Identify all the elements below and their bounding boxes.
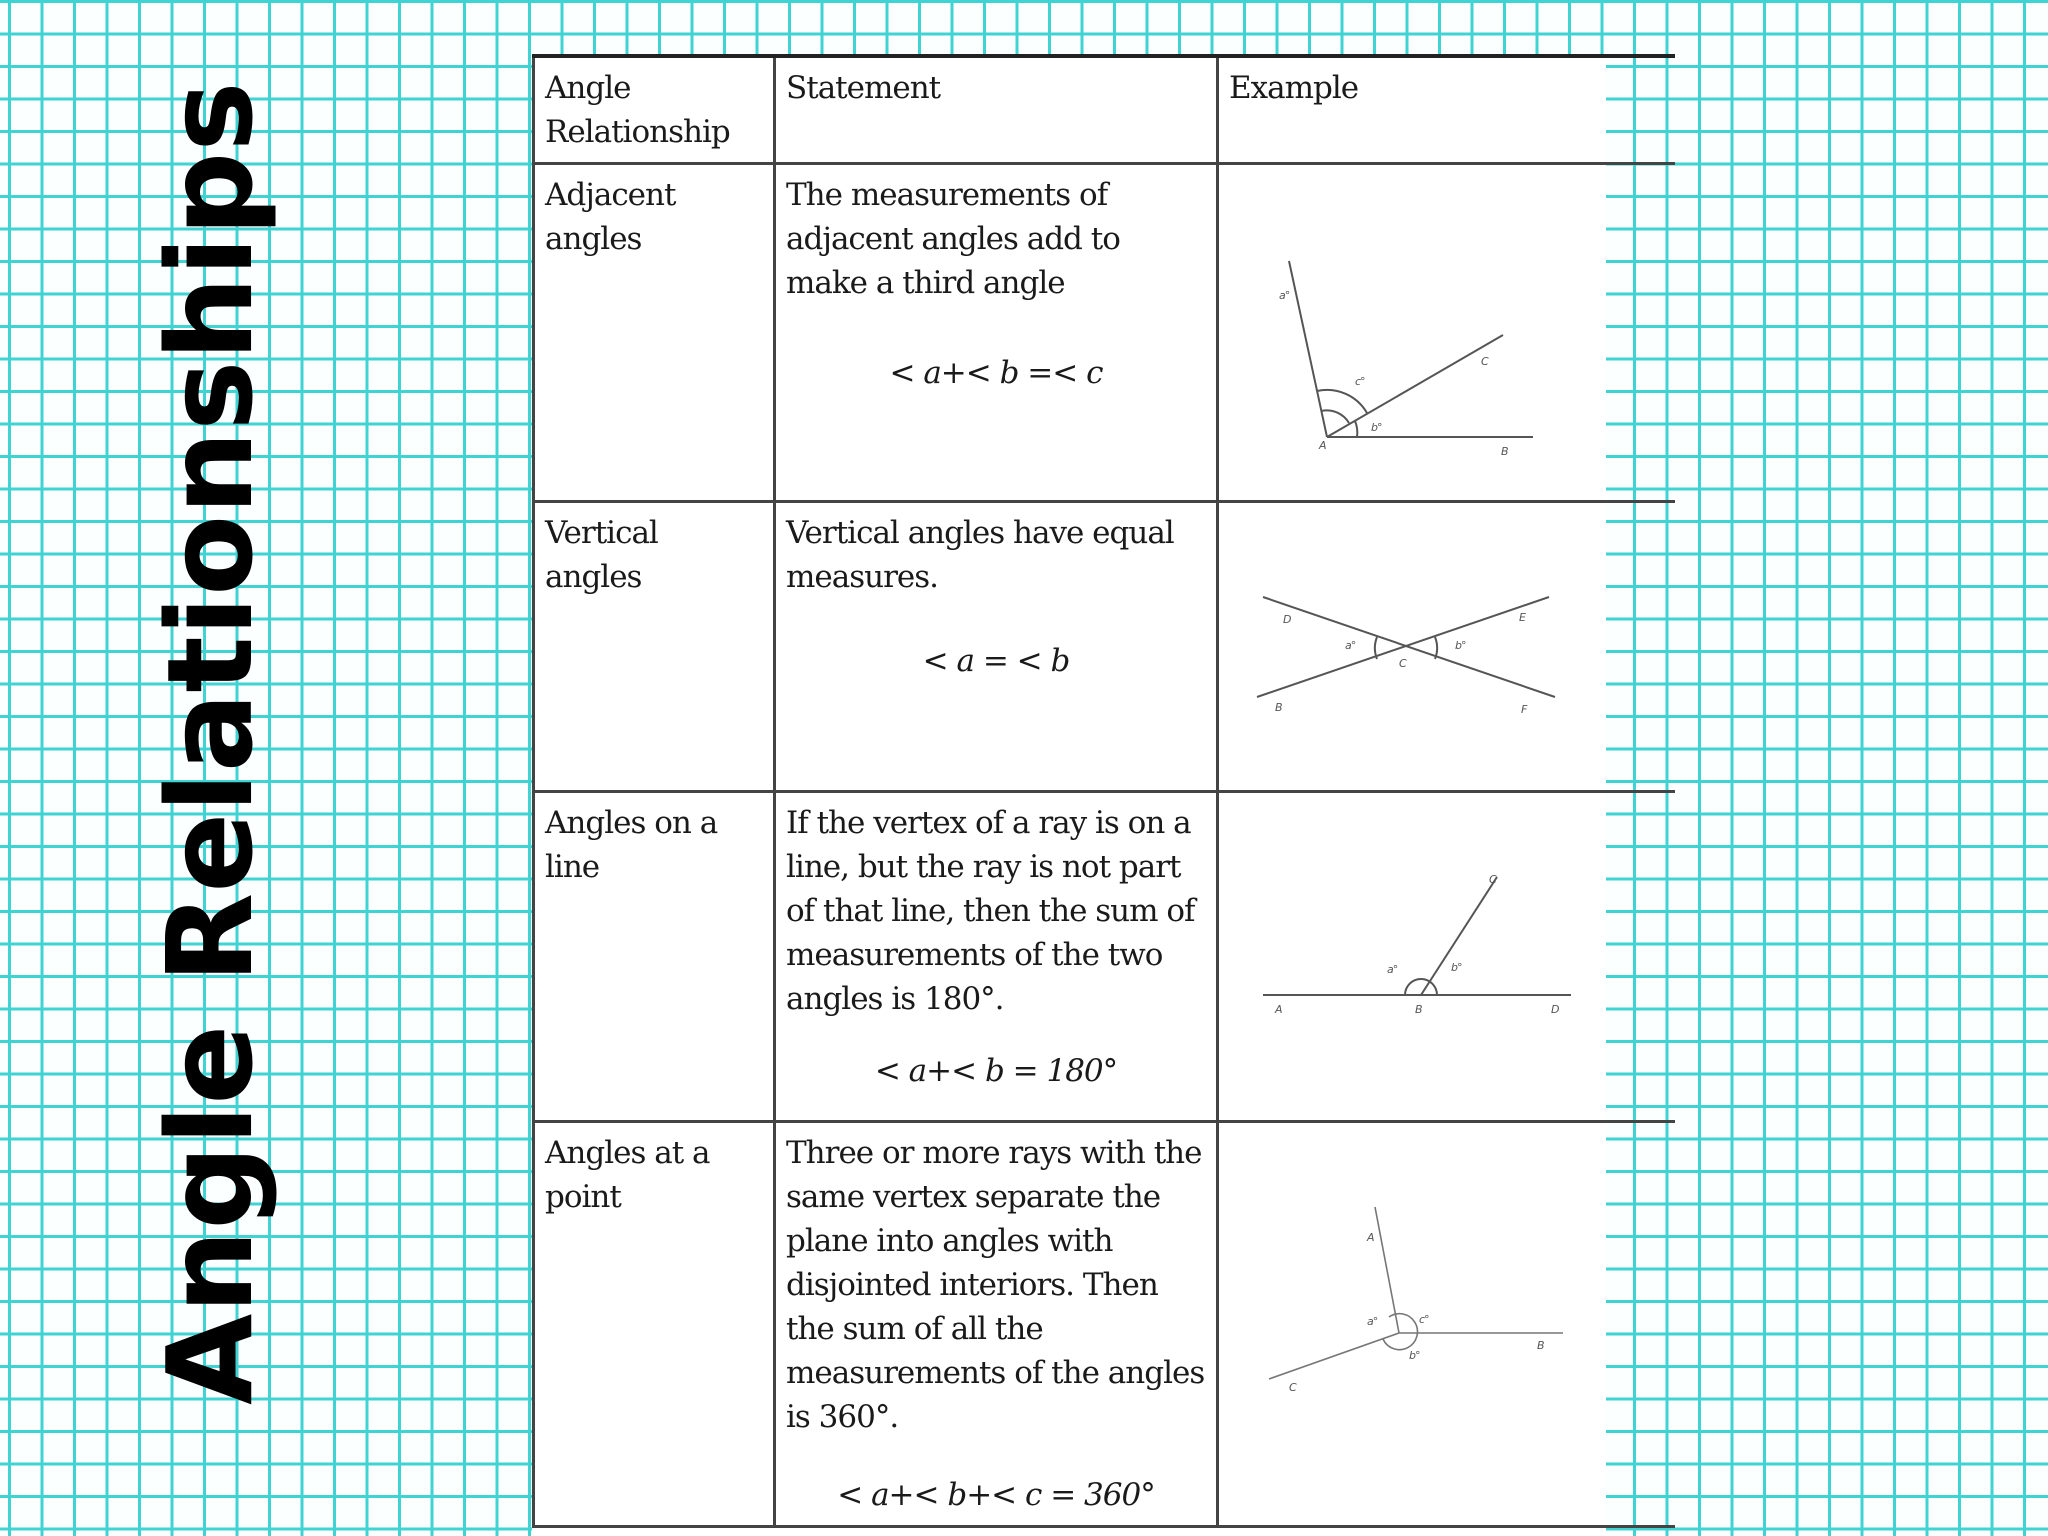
page-title: Angle Relationships [141, 81, 279, 1405]
table-header-row [534, 56, 1676, 164]
header-statement: Statement [775, 56, 1218, 164]
angles-at-point-diagram [1219, 1123, 1655, 1521]
label-point-a: A [1275, 1003, 1282, 1016]
angle-table-sheet [532, 54, 1606, 1536]
label-a-deg: a° [1387, 963, 1398, 976]
table-row [534, 1122, 1676, 1527]
label-point-b: B [1275, 701, 1282, 714]
line-d-f [1263, 597, 1555, 697]
label-point-b: B [1501, 445, 1508, 458]
label-c-deg: c° [1419, 1313, 1429, 1326]
example-cell [1218, 792, 1676, 1122]
adjacent-angles-diagram [1219, 165, 1655, 503]
statement-cell [775, 792, 1218, 1122]
label-b-deg: b° [1455, 639, 1466, 652]
angle-arc-b [1355, 421, 1357, 437]
statement-text: Vertical angles have equal measures. [786, 515, 1174, 595]
ray-c [1327, 335, 1503, 437]
label-point-d: D [1283, 613, 1291, 626]
example-cell [1218, 164, 1676, 502]
statement-text: The measurements of adjacent angles add to make a third angle [786, 177, 1120, 301]
relationship-cell: Angles at a point [534, 1122, 775, 1527]
ray-c [1421, 877, 1497, 995]
statement-text: If the vertex of a ray is on a line, but the ray is not part of that line, then the sum of measurements of the two angles is 180°. [786, 805, 1195, 1017]
statement-text: Three or more rays with the same vertex separate the plane into angles with disjointed interiors. Then the sum of all the measurements of the angles is 360°. [786, 1135, 1205, 1435]
label-point-c: C [1289, 1381, 1296, 1394]
label-b-deg: b° [1409, 1349, 1420, 1362]
statement-cell [775, 502, 1218, 792]
label-point-c: C [1399, 657, 1406, 670]
equation-text: < a+< b = 180° [874, 1053, 1118, 1089]
relationship-cell: Vertical angles [534, 502, 775, 792]
statement-cell [775, 164, 1218, 502]
label-point-a: A [1367, 1231, 1374, 1244]
angles-on-line-diagram [1219, 793, 1655, 1123]
label-point-c: C [1489, 873, 1496, 886]
example-cell [1218, 502, 1676, 792]
relationship-cell: Adjacent angles [534, 164, 775, 502]
label-point-a: A [1319, 439, 1326, 452]
angle-arc-inner [1321, 410, 1349, 423]
label-b-deg: b° [1451, 961, 1462, 974]
statement-cell [775, 1122, 1218, 1527]
label-point-f: F [1521, 703, 1527, 716]
label-a-deg: a° [1367, 1315, 1378, 1328]
label-point-c: C [1481, 355, 1488, 368]
angle-arc-a [1375, 637, 1377, 659]
header-angle-relationship: Angle Relationship [534, 56, 775, 164]
example-cell [1218, 1122, 1676, 1527]
label-a-deg: a° [1279, 289, 1290, 302]
angle-arc [1383, 1314, 1417, 1350]
label-c-deg: c° [1355, 375, 1365, 388]
label-b-deg: b° [1371, 421, 1382, 434]
vertical-angles-diagram [1219, 503, 1655, 793]
equation-text: < a = < b [922, 643, 1070, 679]
angle-relationships-table [532, 54, 1675, 1528]
equation-text: < a+< b =< c [889, 355, 1103, 391]
table-row [534, 164, 1676, 502]
angle-arc-b [1435, 637, 1437, 659]
label-a-deg: a° [1345, 639, 1356, 652]
header-example: Example [1218, 56, 1676, 164]
table-row [534, 502, 1676, 792]
label-point-b: B [1415, 1003, 1422, 1016]
label-point-d: D [1551, 1003, 1559, 1016]
relationship-cell: Angles on a line [534, 792, 775, 1122]
table-row [534, 792, 1676, 1122]
label-point-e: E [1519, 611, 1525, 624]
label-point-b: B [1537, 1339, 1544, 1352]
ray-c [1269, 1333, 1399, 1379]
angle-arc [1405, 979, 1437, 995]
line-b-e [1257, 597, 1549, 697]
equation-text: < a+< b+< c = 360° [837, 1477, 1155, 1513]
